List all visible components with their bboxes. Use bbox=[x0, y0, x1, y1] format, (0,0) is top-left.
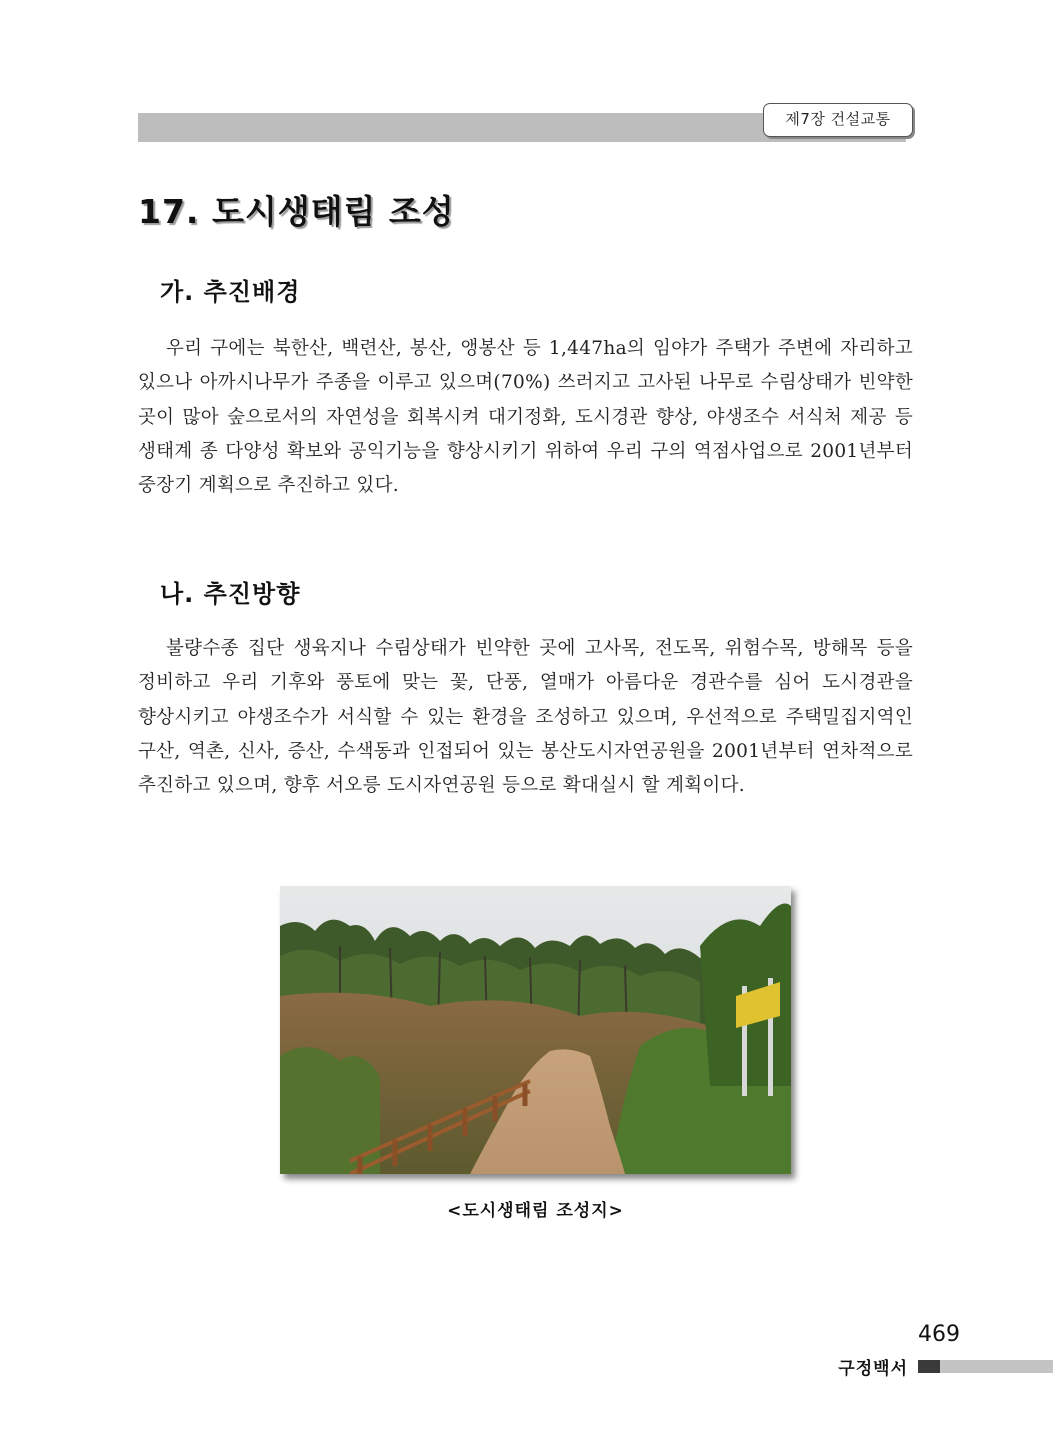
photo-caption: <도시생태림 조성지> bbox=[447, 1201, 624, 1221]
footer-bar bbox=[940, 1360, 1053, 1373]
section-paragraph-background: 우리 구에는 북한산, 백련산, 봉산, 앵봉산 등 1,447ha의 임야가 주택가 주변에 자리하고 있으나 아까시나무가 주종을 이루고 있으며(70%) 쓰러지고 고사된 나무로 수림상태가 빈약한 곳이 많아 숲으로서의 자연성을 회복시켜 대기정화, 도시경관 향상, 야생조수 서식처 제공 등 생태계 종 다양성 확보와 공익기능을 향상시키기 위하여 우리 구의 역점사업으로 2001년부터 중장기 계획으로 추진하고 있다. bbox=[138, 338, 913, 497]
page-title: 17. 도시생태림 조성 bbox=[138, 192, 455, 231]
section-paragraph-direction: 불량수종 집단 생육지나 수림상태가 빈약한 곳에 고사목, 전도목, 위험수목, 방해목 등을 정비하고 우리 기후와 풍토에 맞는 꽃, 단풍, 열매가 아름다운 경관수를 심어 도시경관을 향상시키고 야생조수가 서식할 수 있는 환경을 조성하고 있으며, 우선적으로 주택밀집지역인 구산, 역촌, 신사, 증산, 수색동과 인접되어 있는 봉산도시자연공원을 2001년부터 연차적으로 추진하고 있으며, 향후 서오릉 도시자연공원 등으로 확대실시 할 계획이다. bbox=[138, 638, 913, 797]
footer-label: 구정백서 bbox=[838, 1359, 908, 1379]
page-number: 469 bbox=[918, 1322, 960, 1347]
footer-dark-block bbox=[918, 1360, 940, 1373]
section-heading-background: 가. 추진배경 bbox=[160, 278, 301, 306]
forest-photo-illustration bbox=[280, 886, 791, 1174]
chapter-tab: 제7장 건설교통 bbox=[763, 103, 913, 137]
section-heading-direction: 나. 추진방향 bbox=[160, 580, 301, 608]
forest-photo bbox=[280, 886, 791, 1174]
